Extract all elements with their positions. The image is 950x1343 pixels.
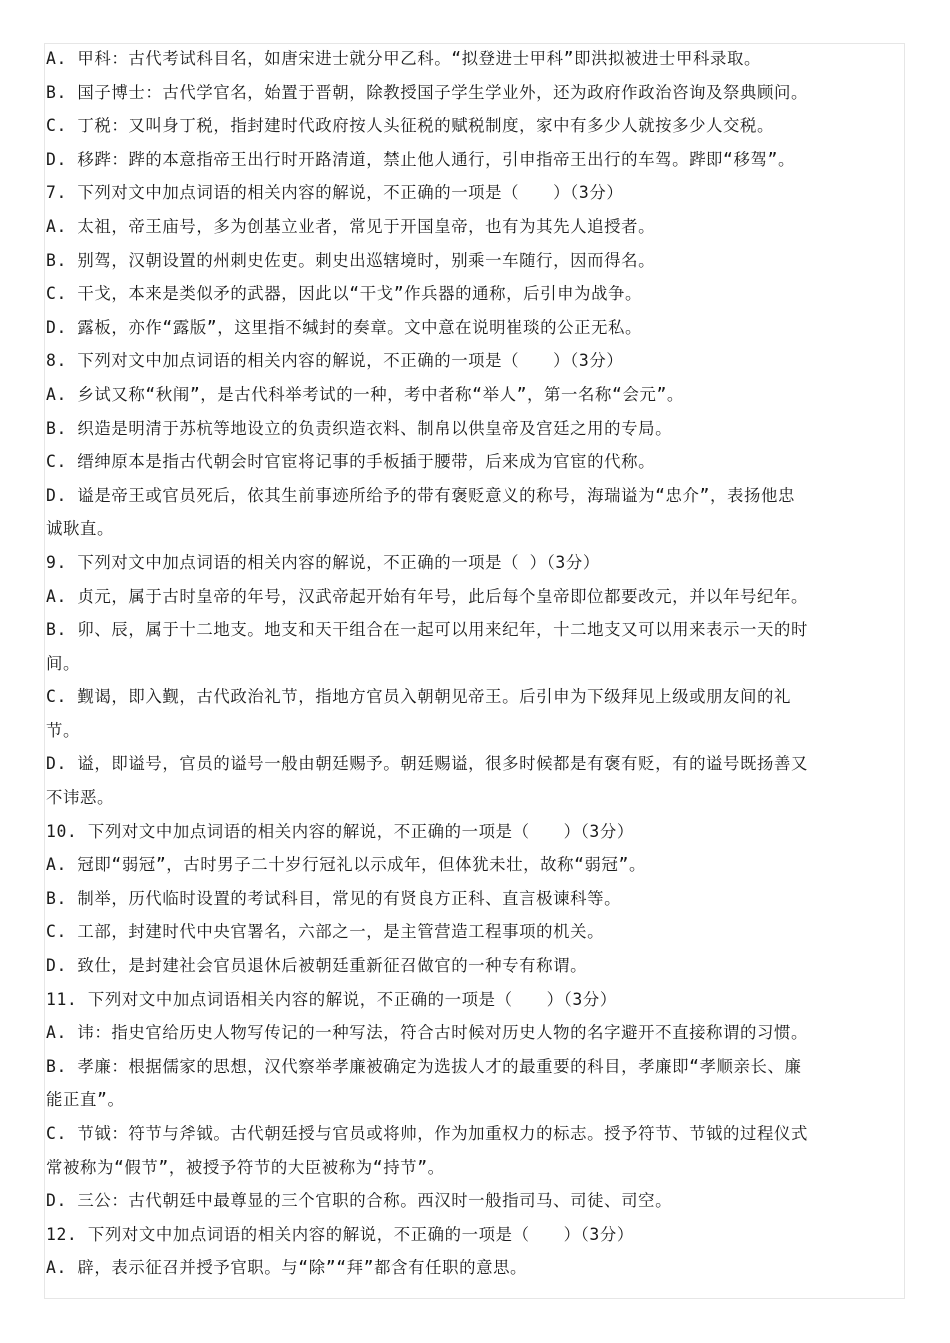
text-line: C. 缙绅原本是指古代朝会时官宦将记事的手板插于腰带，后来成为官宦的代称。: [46, 452, 656, 472]
text-line: 节。: [46, 720, 80, 740]
question-heading: 10. 下列对文中加点词语的相关内容的解说，不正确的一项是（ ）（3分）: [46, 821, 634, 841]
text-line: D. 谥，即谥号，官员的谥号一般由朝廷赐予。朝廷赐谥，很多时候都是有褒有贬，有的谥号既扬善又: [46, 754, 808, 774]
text-line: C. 丁税：又叫身丁税，指封建时代政府按人头征税的赋税制度，家中有多少人就按多少人交税。: [46, 116, 775, 136]
text-line: A. 乡试又称“秋闱”，是古代科举考试的一种，考中者称“举人”，第一名称“会元”。: [46, 384, 684, 404]
text-line: B. 别驾，汉朝设置的州刺史佐吏。刺史出巡辖境时，别乘一车随行，因而得名。: [46, 250, 656, 270]
text-line: B. 国子博士：古代学官名，始置于晋朝，除教授国子学生学业外，还为政府作政治咨询及祭典顾问。: [46, 82, 808, 102]
text-line: A. 冠即“弱冠”，古时男子二十岁行冠礼以示成年，但体犹未壮，故称“弱冠”。: [46, 855, 646, 875]
document-text: [46, 42, 902, 1285]
question-heading: 8. 下列对文中加点词语的相关内容的解说，不正确的一项是（ ）（3分）: [46, 351, 624, 371]
text-line: 间。: [46, 653, 80, 673]
text-line: D. 致仕，是封建社会官员退休后被朝廷重新征召做官的一种专有称谓。: [46, 956, 588, 976]
text-line: A. 太祖，帝王庙号，多为创基立业者，常见于开国皇帝，也有为其先人追授者。: [46, 216, 656, 236]
text-line: C. 节钺：符节与斧钺。古代朝廷授与官员或将帅，作为加重权力的标志。授予符节、节钺的过程仪式: [46, 1124, 808, 1143]
text-line: B. 卯、辰，属于十二地支。地支和天干组合在一起可以用来纪年，十二地支又可以用来表示一天的时: [46, 620, 808, 640]
text-line: 常被称为“假节”，被授予符节的大臣被称为“持节”。: [46, 1157, 445, 1177]
text-line: C. 工部，封建时代中央官署名，六部之一，是主管营造工程事项的机关。: [46, 922, 605, 942]
text-line: 诚耿直。: [46, 519, 114, 539]
text-line: D. 三公：古代朝廷中最尊显的三个官职的合称。西汉时一般指司马、司徒、司空。: [46, 1191, 673, 1211]
text-line: D. 移跸：跸的本意指帝王出行时开路清道，禁止他人通行，引申指帝王出行的车驾。跸即“移驾”。: [46, 149, 795, 169]
question-heading: 9. 下列对文中加点词语的相关内容的解说，不正确的一项是（ ）（3分）: [46, 552, 600, 572]
text-line: C. 干戈，本来是类似矛的武器，因此以“干戈”作兵器的通称，后引申为战争。: [46, 284, 643, 304]
text-line: C. 觐谒，即入觐，古代政治礼节，指地方官员入朝朝见帝王。后引申为下级拜见上级或朋友间的礼: [46, 687, 792, 707]
question-heading: 11. 下列对文中加点词语相关内容的解说，不正确的一项是（ ）（3分）: [46, 989, 617, 1009]
text-line: D. 谥是帝王或官员死后，依其生前事迹所给予的带有褒贬意义的称号，海瑞谥为“忠介”，表扬他忠: [46, 485, 795, 505]
question-heading: 12. 下列对文中加点词语的相关内容的解说，不正确的一项是（ ）（3分）: [46, 1224, 634, 1244]
text-line: A. 讳：指史官给历史人物写传记的一种写法，符合古时候对历史人物的名字避开不直接称谓的习惯。: [46, 1023, 808, 1043]
text-line: A. 贞元，属于古时皇帝的年号，汉武帝起开始有年号，此后每个皇帝即位都要改元，并以年号纪年。: [46, 586, 808, 606]
text-line: A. 甲科：古代考试科目名，如唐宋进士就分甲乙科。“拟登进士甲科”即洪拟被进士甲科录取。: [46, 49, 761, 68]
text-line: B. 织造是明清于苏杭等地设立的负责织造衣料、制帛以供皇帝及宫廷之用的专局。: [46, 418, 673, 438]
question-heading: 7. 下列对文中加点词语的相关内容的解说，不正确的一项是（ ）（3分）: [46, 183, 624, 203]
text-line: B. 孝廉：根据儒家的思想，汉代察举孝廉被确定为选拔人才的最重要的科目，孝廉即“孝顺亲长、廉: [46, 1056, 802, 1076]
text-line: D. 露板，亦作“露版”，这里指不缄封的奏章。文中意在说明崔琰的公正无私。: [46, 317, 643, 337]
text-line: 能正直”。: [46, 1090, 125, 1110]
text-line: B. 制举，历代临时设置的考试科目，常见的有贤良方正科、直言极谏科等。: [46, 888, 622, 908]
text-line: 不讳恶。: [46, 788, 114, 808]
text-line: A. 辟，表示征召并授予官职。与“除”“拜”都含有任职的意思。: [46, 1258, 528, 1278]
